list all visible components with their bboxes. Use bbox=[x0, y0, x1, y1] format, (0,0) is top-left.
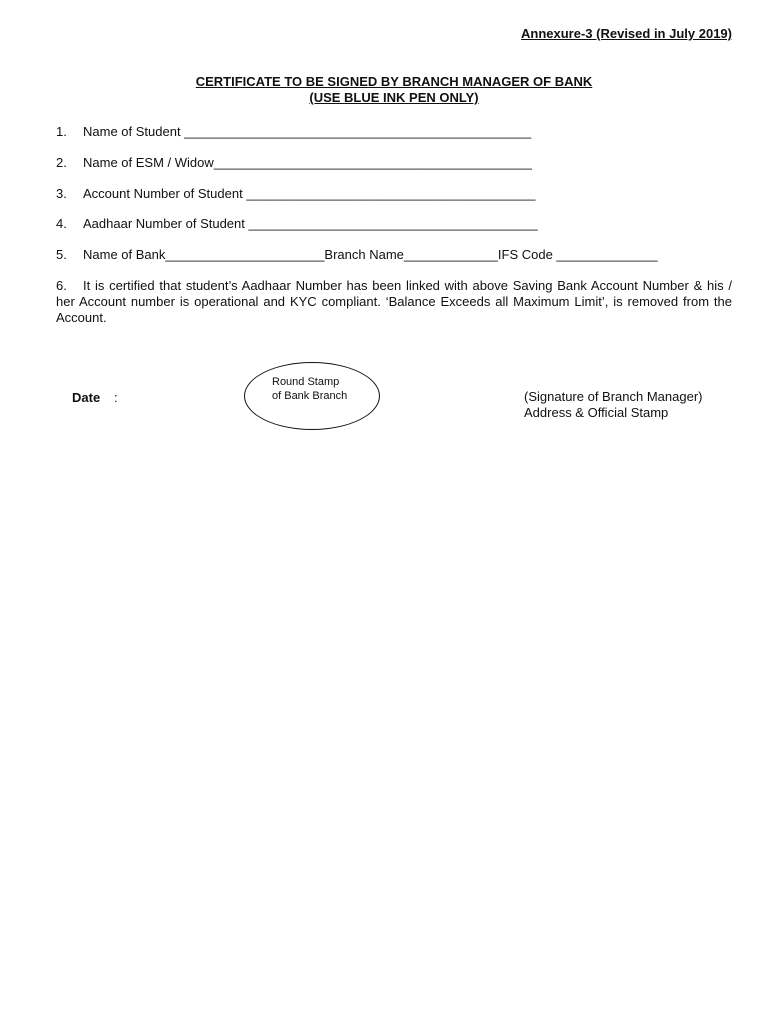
account-number-line bbox=[56, 186, 536, 202]
item-number: 1. bbox=[56, 124, 67, 139]
item-number: 4. bbox=[56, 216, 67, 231]
certificate-title: CERTIFICATE TO BE SIGNED BY BRANCH MANAGER OF BANK bbox=[195, 74, 593, 89]
item-text: Account Number of Student ________________________________________ bbox=[83, 186, 536, 201]
stamp-text bbox=[272, 375, 347, 403]
stamp-line-1: Round Stamp bbox=[272, 376, 340, 388]
esm-widow-name-line bbox=[56, 155, 532, 171]
item-text: Name of ESM / Widow____________________________________________ bbox=[83, 155, 532, 170]
date-colon: : bbox=[114, 390, 118, 405]
certification-paragraph bbox=[56, 278, 732, 326]
student-name-line bbox=[56, 124, 531, 140]
annexure-label: Annexure-3 (Revised in July 2019) bbox=[521, 26, 732, 41]
stamp-line-2: of Bank Branch bbox=[272, 390, 348, 402]
item-text: Name of Student ________________________________________________ bbox=[83, 124, 532, 139]
item-number: 6. bbox=[56, 278, 67, 293]
item-text: Name of Bank______________________Branch Name_____________IFS Code ______________ bbox=[83, 247, 658, 262]
address-stamp-label: Address & Official Stamp bbox=[524, 405, 669, 420]
item-number: 5. bbox=[56, 247, 67, 262]
certificate-subtitle: (USE BLUE INK PEN ONLY) bbox=[309, 90, 479, 105]
signature-label: (Signature of Branch Manager) bbox=[524, 389, 703, 404]
aadhaar-number-line bbox=[56, 216, 538, 232]
date-label: Date bbox=[72, 390, 101, 405]
round-stamp-placeholder bbox=[244, 362, 380, 430]
item-text: Aadhaar Number of Student ________________________________________ bbox=[83, 216, 538, 231]
signature-block bbox=[524, 389, 702, 421]
item-number: 3. bbox=[56, 186, 67, 201]
certification-text: It is certified that student’s Aadhaar Number has been linked with above Saving Bank Account Number & his / her Account number is operational and KYC compliant. ‘Balance Exceeds all Maximum Limit’, is removed from the Account. bbox=[56, 278, 732, 325]
item-number: 2. bbox=[56, 155, 67, 170]
bank-details-line bbox=[56, 247, 658, 263]
